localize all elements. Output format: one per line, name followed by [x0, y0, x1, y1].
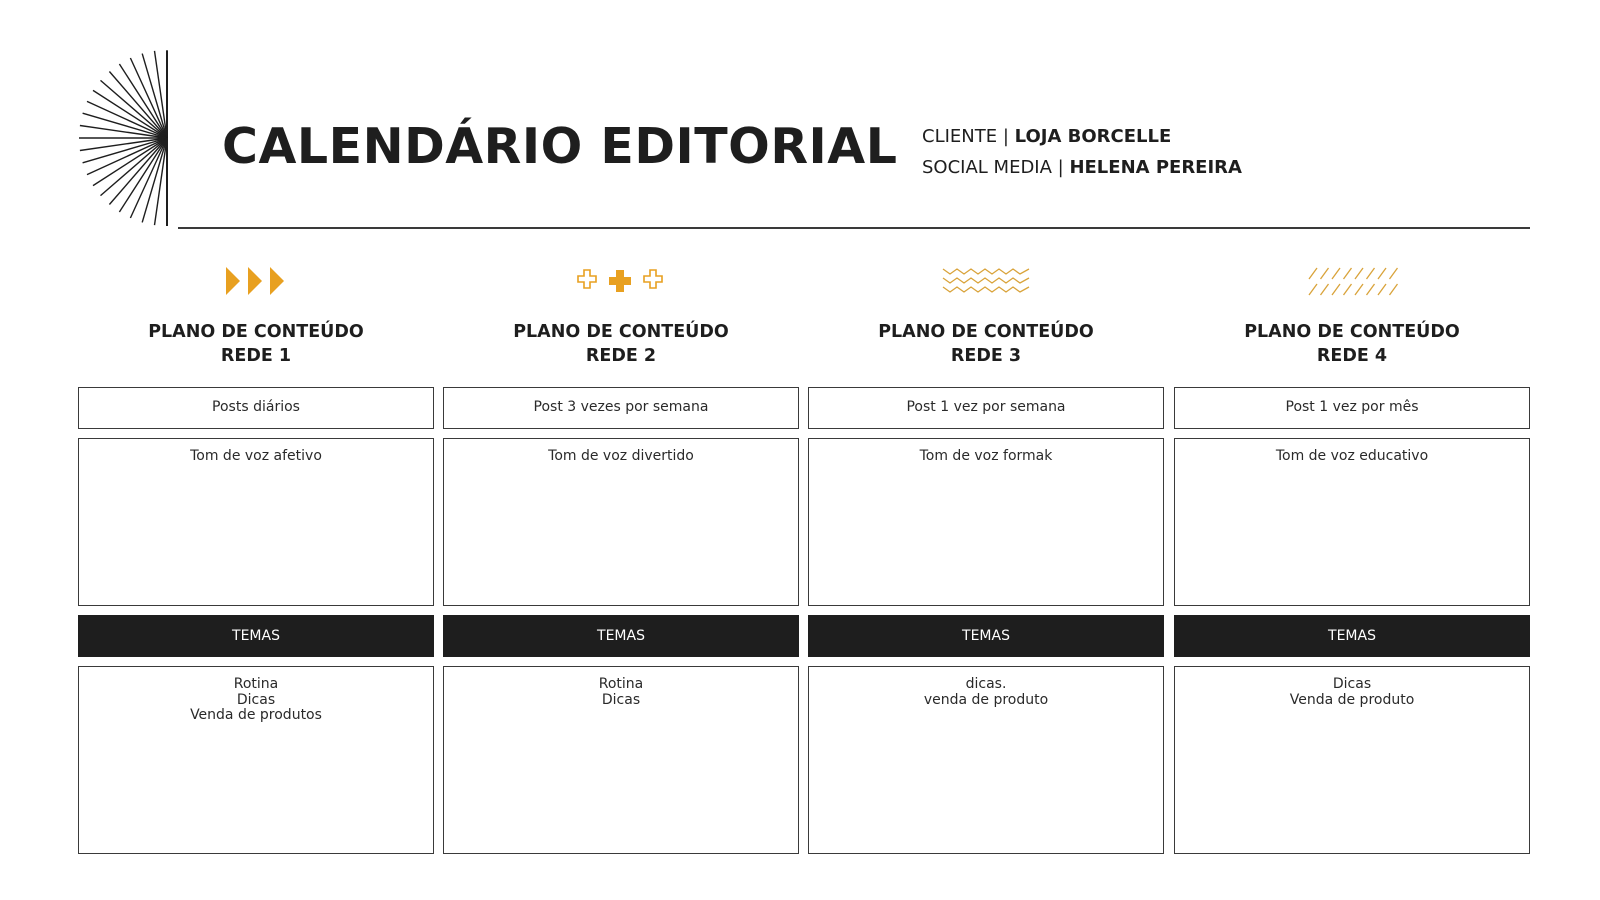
column-title-line2: REDE 3 — [950, 346, 1022, 366]
themes-box — [808, 666, 1164, 854]
theme-item: Dicas — [601, 691, 641, 708]
column-title-line2: REDE 2 — [585, 346, 657, 366]
frequency-box: Posts diários — [78, 387, 434, 429]
zigzag-icon — [808, 262, 1164, 300]
client-label: CLIENTE | — [922, 126, 1015, 147]
column-title-line1: PLANO DE CONTEÚDO — [1244, 322, 1460, 342]
tone-box: Tom de voz divertido — [443, 438, 799, 606]
column-title — [443, 320, 799, 368]
client-name: LOJA BORCELLE — [1014, 126, 1172, 147]
social-media-name: HELENA PEREIRA — [1069, 157, 1242, 178]
column-title — [808, 320, 1164, 368]
frequency-box: Post 1 vez por semana — [808, 387, 1164, 429]
content-plan-column-4 — [1174, 0, 1530, 900]
content-plan-column-1 — [78, 0, 434, 900]
column-title — [78, 320, 434, 368]
column-title-line1: PLANO DE CONTEÚDO — [148, 322, 364, 342]
theme-item: Rotina — [598, 676, 644, 692]
column-title — [1174, 320, 1530, 368]
triangles-icon — [78, 262, 434, 300]
tone-box: Tom de voz educativo — [1174, 438, 1530, 606]
frequency-box: Post 1 vez por mês — [1174, 387, 1530, 429]
column-title-line2: REDE 4 — [1316, 346, 1388, 366]
temas-header: TEMAS — [78, 615, 434, 657]
crosses-icon — [443, 262, 799, 300]
tone-box: Tom de voz afetivo — [78, 438, 434, 606]
theme-item: Dicas — [1332, 676, 1372, 692]
tone-box: Tom de voz formak — [808, 438, 1164, 606]
frequency-box: Post 3 vezes por semana — [443, 387, 799, 429]
slashes-icon — [1174, 262, 1530, 300]
content-plan-column-2 — [443, 0, 799, 900]
page-title: CALENDÁRIO EDITORIAL — [222, 118, 898, 175]
theme-item: Dicas — [236, 691, 276, 708]
temas-header: TEMAS — [1174, 615, 1530, 657]
themes-box — [1174, 666, 1530, 854]
column-title-line2: REDE 1 — [220, 346, 292, 366]
temas-header: TEMAS — [808, 615, 1164, 657]
theme-item: dicas. — [965, 676, 1007, 692]
column-title-line1: PLANO DE CONTEÚDO — [513, 322, 729, 342]
theme-item: Venda de produto — [1289, 691, 1415, 708]
theme-item: venda de produto — [923, 691, 1049, 708]
theme-item: Venda de produtos — [190, 707, 322, 723]
content-plan-column-3 — [808, 0, 1164, 900]
column-title-line1: PLANO DE CONTEÚDO — [878, 322, 1094, 342]
themes-box — [78, 666, 434, 854]
theme-item: Rotina — [233, 676, 279, 692]
temas-header: TEMAS — [443, 615, 799, 657]
social-media-label: SOCIAL MEDIA | — [922, 157, 1070, 178]
themes-box — [443, 666, 799, 854]
